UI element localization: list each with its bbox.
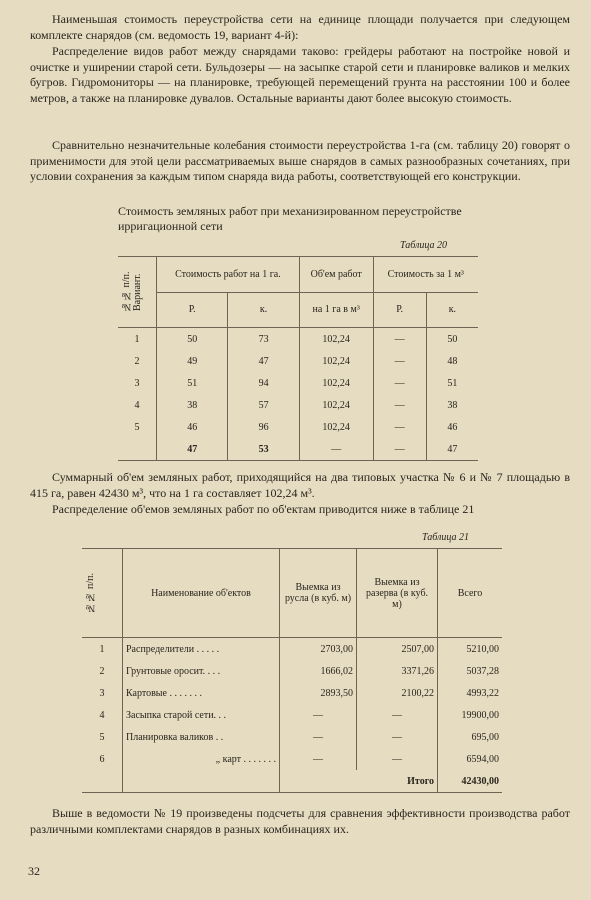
table-20 [118, 256, 478, 461]
col-kop2-header: к. [426, 292, 478, 328]
col-reserve-header: Выемка из разерва (в куб. м) [357, 549, 438, 638]
table-row: 1 50 73 102,24 — 50 [118, 328, 478, 351]
table-row: 2 Грунтовые оросит. . . . 1666,02 3371,26 5037,28 [82, 660, 502, 682]
table-row: 2 49 47 102,24 — 48 [118, 350, 478, 372]
col-volume-unit-header: на 1 га в м³ [299, 292, 373, 328]
paragraph-conclusion: Выше в ведомости № 19 произведены подсчеты для сравнения эффективности производства работ различными комплектами снарядов в разных комбинациях их. [30, 806, 570, 836]
table-row: 3 51 94 102,24 — 51 [118, 372, 478, 394]
col-num-header: №№ п/п. [82, 549, 123, 638]
col-variant-header: №№ п/п. Вариант. [118, 257, 157, 328]
paragraph-cost-variation: Сравнительно незначительные колебания стоимости переустройства 1-га (см. таблицу 20) говорят о применимости для этой цели рассматриваемых выше снарядов в самых разнообразных сочетаниях, при условии сохранения за каждым типом снаряда вида работы, соответствующей его конструкции. [30, 138, 570, 183]
table-row: 6 „ карт . . . . . . . — — 6594,00 [82, 748, 502, 770]
table-21 [82, 548, 502, 793]
table-row: 3 Картовые . . . . . . . 2893,50 2100,22 4993,22 [82, 682, 502, 704]
table20-label: Таблица 20 [400, 240, 447, 251]
paragraph-total-volume: Суммарный об'ем земляных работ, приходящийся на два типовых участка № 6 и № 7 площадью в 415 га, равен 42430 м³, что на 1 га составляет 102,24 м³. [30, 470, 570, 500]
col-total-header: Всего [438, 549, 503, 638]
table21-label: Таблица 21 [422, 532, 469, 543]
paragraph-work-distribution: Распределение видов работ между снарядами таково: грейдеры работают на постройке новой и очистке и уширении старой сети. Бульдозеры — на засыпке старой сети и планировке валиков и мелких бугров. Гидромониторы — на планировке, требующей перемещений грунта на расстоянии 100 и более метров, а также на планировке дувалов. Остальные варианты дают более высокую стоимость. [30, 44, 570, 105]
col-cost-per-ha-header: Стоимость работ на 1 га. [157, 257, 300, 293]
table-row: 4 38 57 102,24 — 38 [118, 394, 478, 416]
col-cost-per-m3-header: Стоимость за 1 м³ [373, 257, 478, 293]
table-row: 4 Засыпка старой сети. . . — — 19900,00 [82, 704, 502, 726]
page-number: 32 [28, 864, 40, 878]
paragraph-min-cost: Наименьшая стоимость переустройства сети на единице площади получается при следующем комплекте снарядов (см. ведомость 19, вариант 4-й): [30, 12, 570, 42]
table-row-average: 47 53 — — 47 [118, 438, 478, 461]
table-row: 1 Распределители . . . . . 2703,00 2507,00 5210,00 [82, 638, 502, 661]
table-row: 5 Планировка валиков . . — — 695,00 [82, 726, 502, 748]
col-rub2-header: Р. [373, 292, 426, 328]
paragraph-volume-distribution: Распределение об'емов земляных работ по об'ектам приводится ниже в таблице 21 [52, 502, 475, 516]
col-channel-header: Выемка из русла (в куб. м) [280, 549, 357, 638]
table-row-total: Итого 42430,00 [82, 770, 502, 793]
col-object-name-header: Наименование об'ектов [123, 549, 280, 638]
col-rub-header: Р. [157, 292, 228, 328]
table-row: 5 46 96 102,24 — 46 [118, 416, 478, 438]
table20-caption: Стоимость земляных работ при механизированном переустройстве ирригационной сети [118, 204, 462, 233]
col-kop-header: к. [228, 292, 299, 328]
col-volume-header: Об'ем работ [299, 257, 373, 293]
